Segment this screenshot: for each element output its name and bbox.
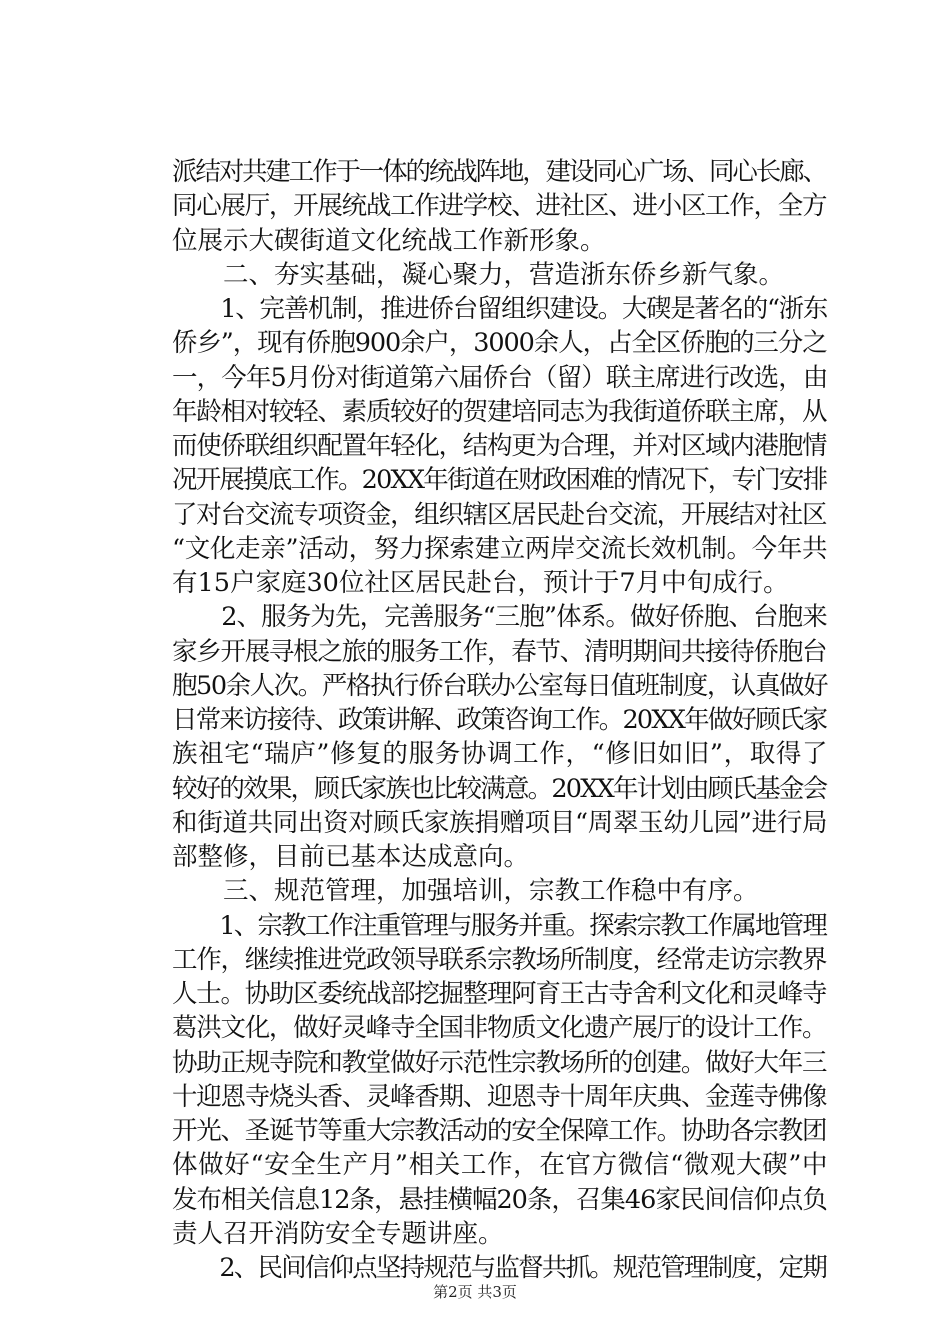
text-line: 葛洪文化，做好灵峰寺全国非物质文化遗产展厅的设计工作。 bbox=[172, 1013, 827, 1043]
text-line: 部整修，目前已基本达成意向。 bbox=[172, 842, 530, 872]
text-line: “文化走亲”活动，努力探索建立两岸交流长效机制。今年共 bbox=[172, 534, 828, 564]
text-line: 家乡开展寻根之旅的服务工作，春节、清明期间共接待侨胞台 bbox=[172, 637, 827, 667]
text-line: 位展示大碶街道文化统战工作新形象。 bbox=[172, 226, 606, 256]
text-line: 一，今年5月份对街道第六届侨台（留）联主席进行改选，由 bbox=[172, 363, 828, 393]
text-line: 开光、圣诞节等重大宗教活动的安全保障工作。协助各宗教团 bbox=[172, 1116, 827, 1146]
page-footer: 第2页 共3页 bbox=[433, 1283, 517, 1301]
text-line: 1、宗教工作注重管理与服务并重。探索宗教工作属地管理 bbox=[172, 911, 827, 941]
text-line: 责人召开消防安全专题讲座。 bbox=[172, 1219, 504, 1249]
text-line: 日常来访接待、政策讲解、政策咨询工作。20XX年做好顾氏家 bbox=[172, 705, 827, 735]
text-line: 年龄相对较轻、素质较好的贺建培同志为我街道侨联主席，从 bbox=[172, 397, 827, 427]
text-line: 1、完善机制，推进侨台留组织建设。大碶是著名的“浙东 bbox=[172, 294, 828, 324]
text-line: 人士。协助区委统战部挖掘整理阿育王古寺舍利文化和灵峰寺 bbox=[172, 979, 827, 1009]
text-line: 族祖宅“瑞庐”修复的服务协调工作，“修旧如旧”，取得了 bbox=[172, 739, 829, 769]
text-line: 协助正规寺院和教堂做好示范性宗教场所的创建。做好大年三 bbox=[172, 1048, 827, 1078]
text-line: 三、规范管理，加强培训，宗教工作稳中有序。 bbox=[172, 876, 759, 906]
text-line: 十迎恩寺烧头香、灵峰香期、迎恩寺十周年庆典、金莲寺佛像 bbox=[172, 1082, 827, 1112]
text-line: 而使侨联组织配置年轻化，结构更为合理，并对区域内港胞情 bbox=[172, 431, 827, 461]
text-line: 胞50余人次。严格执行侨台联办公室每日值班制度，认真做好 bbox=[172, 671, 828, 701]
text-line: 2、服务为先，完善服务“三胞”体系。做好侨胞、台胞来 bbox=[172, 602, 827, 632]
text-line: 派结对共建工作于一体的统战阵地，建设同心广场、同心长廊、 bbox=[172, 157, 826, 187]
text-line: 较好的效果，顾氏家族也比较满意。20XX年计划由顾氏基金会 bbox=[172, 774, 827, 804]
text-line: 和街道共同出资对顾氏家族捐赠项目“周翠玉幼儿园”进行局 bbox=[172, 808, 828, 838]
text-line: 工作，继续推进党政领导联系宗教场所制度，经常走访宗教界 bbox=[172, 945, 827, 975]
text-line: 体做好“安全生产月”相关工作，在官方微信“微观大碶”中 bbox=[172, 1150, 829, 1180]
text-line: 2、民间信仰点坚持规范与监督共抓。规范管理制度，定期 bbox=[172, 1253, 827, 1283]
text-line: 有15户家庭30位社区居民赴台，预计于7月中旬成行。 bbox=[172, 568, 789, 598]
text-line: 况开展摸底工作。20XX年街道在财政困难的情况下，专门安排 bbox=[172, 465, 827, 495]
text-line: 发布相关信息12条，悬挂横幅20条，召集46家民间信仰点负 bbox=[172, 1185, 827, 1215]
text-line: 同心展厅，开展统战工作进学校、进社区、进小区工作，全方 bbox=[172, 191, 827, 221]
text-line: 二、夯实基础，凝心聚力，营造浙东侨乡新气象。 bbox=[172, 260, 785, 290]
text-line: 了对台交流专项资金，组织辖区居民赴台交流，开展结对社区 bbox=[172, 500, 827, 530]
text-line: 侨乡”，现有侨胞900余户，3000余人，占全区侨胞的三分之 bbox=[172, 328, 827, 358]
